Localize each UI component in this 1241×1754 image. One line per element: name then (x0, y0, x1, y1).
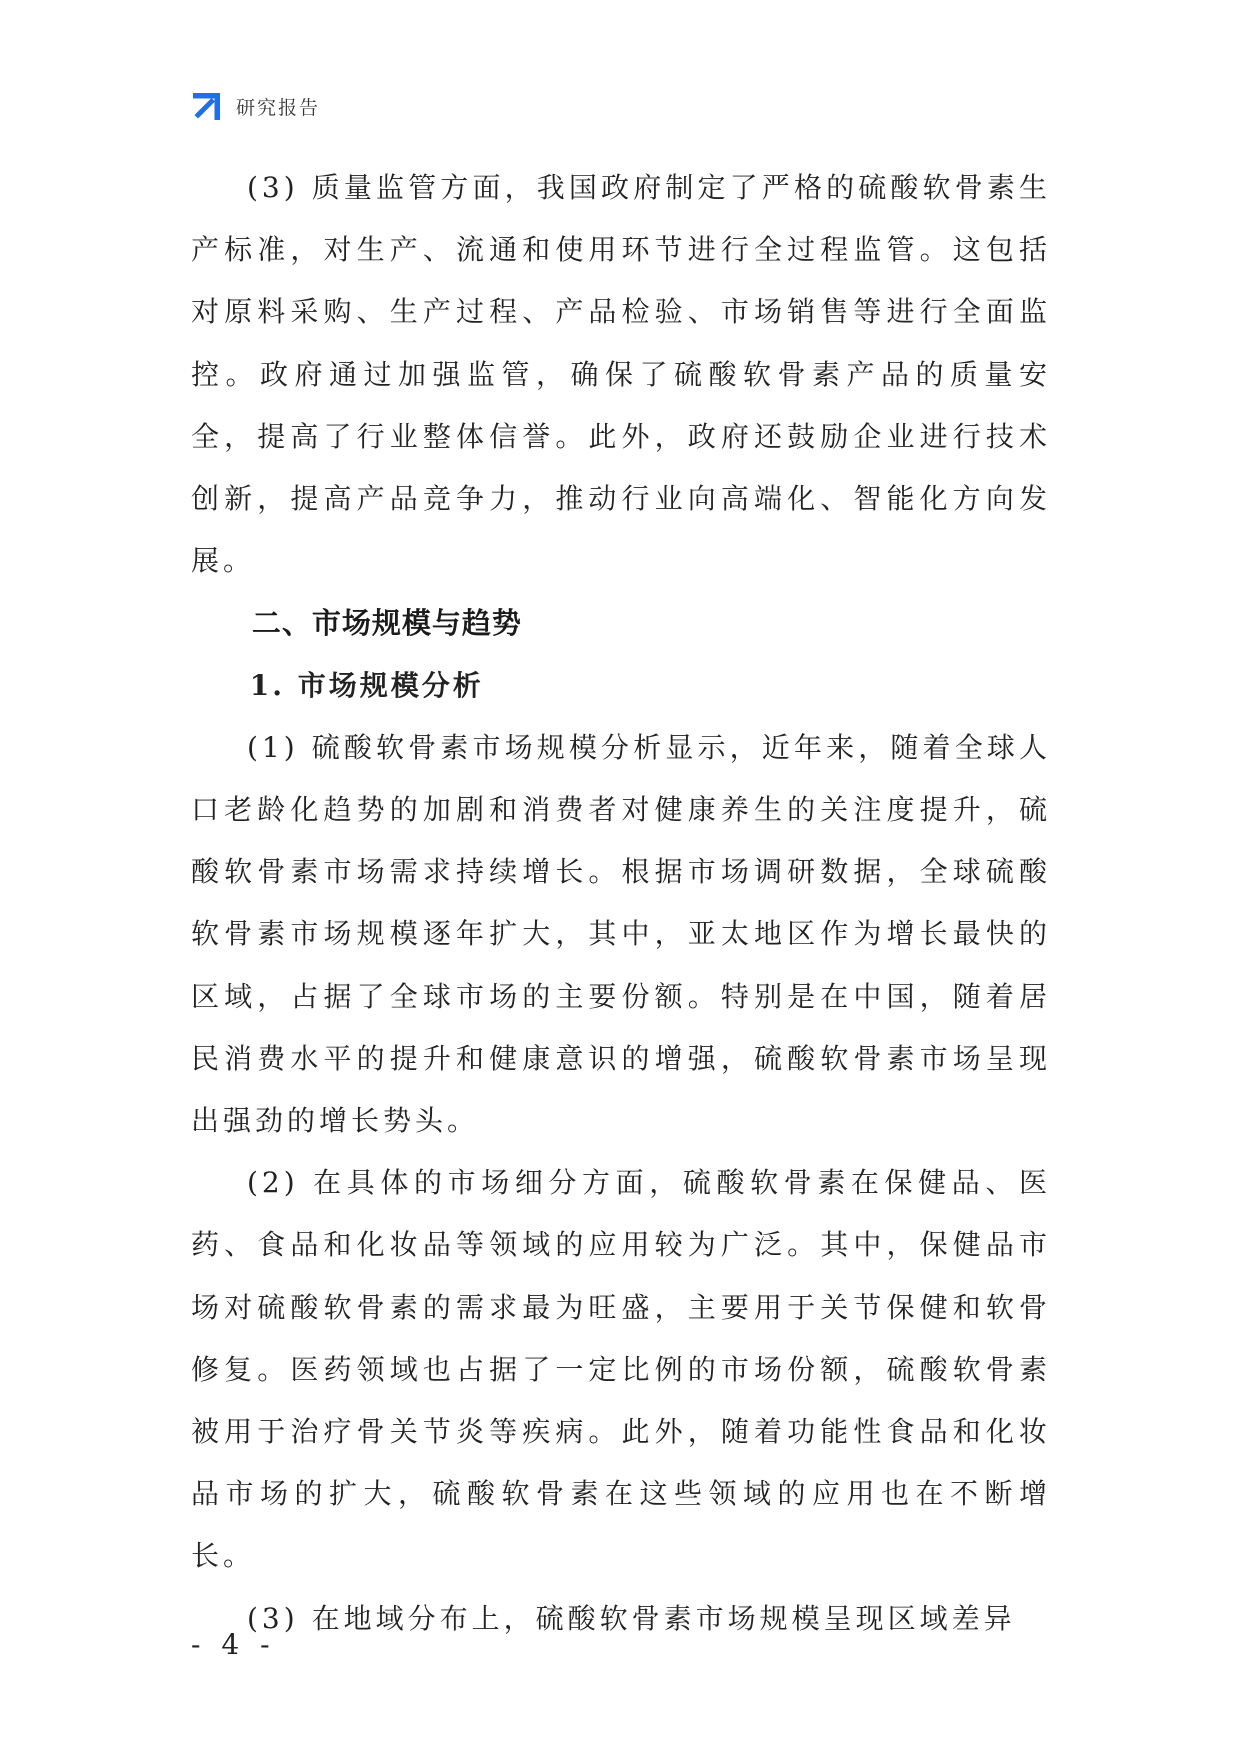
paragraph-market-size: (1) 硫酸软骨素市场规模分析显示，近年来，随着全球人口老龄化趋势的加剧和消费者对健康养生的关注度提升，硫酸软骨素市场需求持续增长。根据市场调研数据，全球硫酸软骨素市场规模逐年扩大，其中，亚太地区作为增长最快的区域，占据了全球市场的主要份额。特别是在中国，随着居民消费水平的提升和健康意识的增强，硫酸软骨素市场呈现出强劲的增长势头。 (191, 730, 1051, 1138)
page-header (191, 88, 320, 124)
page-number: - 4 - (191, 1628, 276, 1661)
document-body (191, 157, 1051, 1650)
section-heading: 二、市场规模与趋势 (251, 606, 522, 641)
subsection-heading: 1. 市场规模分析 (249, 668, 484, 702)
paragraph-quality-regulation: (3) 质量监管方面，我国政府制定了严格的硫酸软骨素生产标准，对生产、流通和使用环节进行全过程监管。这包括对原料采购、生产过程、产品检验、市场销售等进行全面监控。政府通过加强监管，确保了硫酸软骨素产品的质量安全，提高了行业整体信誉。此外，政府还鼓励企业进行技术创新，提高产品竞争力，推动行业向高端化、智能化方向发展。 (191, 171, 1051, 578)
paragraph-market-segments: (2) 在具体的市场细分方面，硫酸软骨素在保健品、医药、食品和化妆品等领域的应用较为广泛。其中，保健品市场对硫酸软骨素的需求最为旺盛，主要用于关节保健和软骨修复。医药领域也占据了一定比例的市场份额，硫酸软骨素被用于治疗骨关节炎等疾病。此外，随着功能性食品和化妆品市场的扩大，硫酸软骨素在这些领域的应用也在不断增长。 (191, 1166, 1051, 1573)
arrow-up-right-icon (191, 90, 223, 122)
paragraph-regional-distribution: (3) 在地域分布上，硫酸软骨素市场规模呈现区域差异 (247, 1601, 1016, 1635)
report-label: 研究报告 (236, 96, 321, 119)
